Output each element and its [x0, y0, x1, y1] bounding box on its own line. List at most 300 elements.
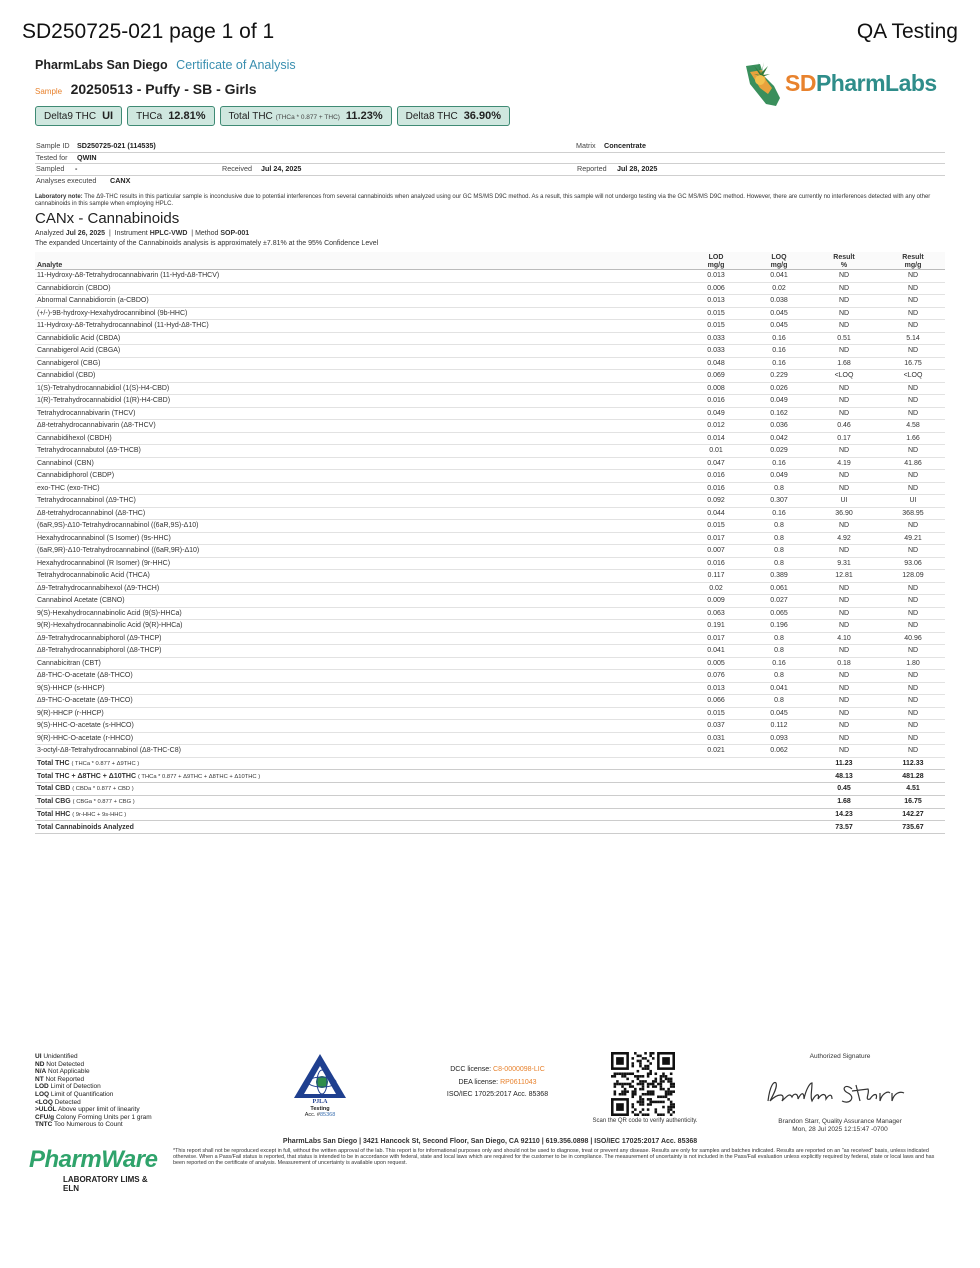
- loq-cell: 0.8: [751, 695, 807, 708]
- table-row: [35, 445, 945, 458]
- table-row: [35, 595, 945, 608]
- coa-label: Certificate of Analysis: [176, 58, 296, 72]
- total-percent-cell: 1.68: [807, 795, 881, 808]
- loq-cell: 0.8: [751, 557, 807, 570]
- analyte-cell: 1(R)-Tetrahydrocannabidiol (1(R)-H4-CBD): [35, 395, 681, 408]
- lod-cell: 0.02: [681, 582, 751, 595]
- analyte-cell: Δ9-THC-O-acetate (Δ9-THCO): [35, 695, 681, 708]
- loq-cell: 0.041: [751, 682, 807, 695]
- table-row: [35, 607, 945, 620]
- result-percent-cell: ND: [807, 382, 881, 395]
- table-row: [35, 532, 945, 545]
- legend-item: ND Not Detected: [35, 1060, 85, 1068]
- sample-info: [35, 141, 945, 186]
- total-row: [35, 757, 945, 770]
- total-label-cell: [35, 795, 681, 808]
- info-row: [35, 164, 945, 176]
- lod-cell: 0.033: [681, 345, 751, 358]
- result-mg-cell: ND: [881, 470, 945, 483]
- lod-cell: 0.021: [681, 745, 751, 758]
- pjla-sub: Testing: [310, 1106, 330, 1112]
- table-header-row: [35, 252, 945, 270]
- result-mg-cell: ND: [881, 695, 945, 708]
- result-percent-cell: 4.10: [807, 632, 881, 645]
- reported-label: Reported: [577, 164, 607, 173]
- result-percent-cell: UI: [807, 495, 881, 508]
- pharmware-subtitle: LABORATORY LIMS & ELN: [63, 1175, 148, 1193]
- sdpharmlabs-logo: [740, 58, 945, 113]
- authorized-signature-label: Authorized Signature: [809, 1053, 871, 1060]
- loq-cell: 0.16: [751, 457, 807, 470]
- table-row: [35, 295, 945, 308]
- lod-cell: 0.069: [681, 370, 751, 383]
- analysis-meta: Analyzed Jul 26, 2025 | Instrument HPLC-VWD | Method SOP-001: [35, 230, 250, 237]
- analyte-cell: Cannabidihexol (CBDH): [35, 432, 681, 445]
- info-row: [35, 153, 945, 165]
- analyte-cell: Hexahydrocannabinol (R Isomer) (9r-HHC): [35, 557, 681, 570]
- pharmware-wordmark: PharmWare: [29, 1146, 158, 1173]
- lod-cell: 0.016: [681, 470, 751, 483]
- result-percent-cell: ND: [807, 445, 881, 458]
- lod-cell: 0.015: [681, 320, 751, 333]
- legend-item: NT Not Reported: [35, 1075, 85, 1083]
- legend-item: >ULOL Above upper limit of linearity: [35, 1106, 140, 1114]
- footer-disclaimer: *This report shall not be reproduced except in full, without the written approval of the lab. This report is for informational purposes only and should not be used to diagnose, treat or prevent any disease. Results are only for samples and batches indicated. Results are reported on an "as received" basis, unless indicated otherwise. When a Pass/Fail status is reported, that status is intended to be in accordance with federal, state and local laws which are required for the customer to be in compliance. The measurement of uncertainty is not included in the Pass/Fail evaluation unless explicitly required by federal, state or local laws and has been reported on the certificate of analysis. Measurement of uncertainty is available upon request.: [173, 1148, 935, 1166]
- table-row: [35, 307, 945, 320]
- result-percent-cell: ND: [807, 482, 881, 495]
- analyte-cell: Δ8-tetrahydrocannabivarin (Δ8-THCV): [35, 420, 681, 433]
- total-mg-cell: 16.75: [881, 795, 945, 808]
- loq-cell: 0.8: [751, 482, 807, 495]
- result-mg-cell: 4.58: [881, 420, 945, 433]
- table-row: [35, 545, 945, 558]
- top-bar: [22, 20, 958, 48]
- loq-cell: 0.093: [751, 732, 807, 745]
- lod-cell: 0.048: [681, 357, 751, 370]
- header-loq: LOQ mg/g: [751, 252, 807, 270]
- analyte-cell: 9(R)-Hexahydrocannabinolic Acid (9(R)-HHCa): [35, 620, 681, 633]
- result-percent-cell: ND: [807, 720, 881, 733]
- lod-cell: 0.005: [681, 657, 751, 670]
- analyte-cell: Δ8-tetrahydrocannabinol (Δ8-THC): [35, 507, 681, 520]
- qa-testing-title: QA Testing: [856, 20, 958, 43]
- lod-cell: 0.006: [681, 282, 751, 295]
- loq-cell: 0.229: [751, 370, 807, 383]
- result-mg-cell: 93.06: [881, 557, 945, 570]
- lab-name: PharmLabs San Diego: [35, 58, 168, 72]
- matrix-label: Matrix: [576, 141, 596, 150]
- verification-qr-code[interactable]: [611, 1052, 675, 1116]
- signer-name: Brandon Starr, Quality Assurance Manager: [778, 1118, 902, 1125]
- note-text: The Δ9-THC results in this particular sample is inconclusive due to potential interferences from several cannabinoids when analyzed using our GC MS/MS D9C method. As a result, this sample will not undergo testing via the GC MS/MS D9C method. However, there are currently no interferences detected with any other cannabinoids in this sample when employing HPLC.: [35, 194, 931, 207]
- total-label-cell: [35, 757, 681, 770]
- uncertainty-note: The expanded Uncertainty of the Cannabinoids analysis is approximately ±7.81% at the 95% Confidence Level: [35, 240, 379, 247]
- table-row: [35, 557, 945, 570]
- total-formula: ( THCa * 0.877 + Δ9THC + Δ8THC + Δ10THC ): [137, 773, 261, 780]
- lod-cell: 0.033: [681, 332, 751, 345]
- total-label: Total HHC: [37, 811, 71, 819]
- loq-cell: 0.8: [751, 520, 807, 533]
- table-row: [35, 645, 945, 658]
- result-percent-cell: ND: [807, 320, 881, 333]
- sampled-label: Sampled: [36, 164, 65, 173]
- table-row: [35, 682, 945, 695]
- lod-cell: 0.014: [681, 432, 751, 445]
- lod-cell: 0.015: [681, 520, 751, 533]
- table-row: [35, 345, 945, 358]
- loq-cell: 0.02: [751, 282, 807, 295]
- lod-cell: 0.013: [681, 682, 751, 695]
- analyte-cell: Δ8-THC-O-acetate (Δ8-THCO): [35, 670, 681, 683]
- total-row: [35, 770, 945, 783]
- sample-label: Sample: [35, 87, 63, 96]
- lod-cell: 0.031: [681, 732, 751, 745]
- result-percent-cell: ND: [807, 732, 881, 745]
- lod-cell: 0.044: [681, 507, 751, 520]
- lod-cell: 0.013: [681, 295, 751, 308]
- total-label: Total Cannabinoids Analyzed: [37, 823, 134, 831]
- result-mg-cell: ND: [881, 482, 945, 495]
- result-mg-cell: ND: [881, 582, 945, 595]
- total-label: Total CBD: [37, 785, 71, 793]
- dcc-label: DCC license:: [450, 1066, 492, 1073]
- analyte-cell: Tetrahydrocannabinolic Acid (THCA): [35, 570, 681, 583]
- logo-wordmark: [785, 70, 937, 97]
- result-percent-cell: ND: [807, 620, 881, 633]
- lod-cell: 0.015: [681, 707, 751, 720]
- analyte-cell: Cannabidiolic Acid (CBDA): [35, 332, 681, 345]
- result-percent-cell: 0.46: [807, 420, 881, 433]
- table-row: [35, 707, 945, 720]
- result-percent-cell: 0.17: [807, 432, 881, 445]
- loq-cell: 0.036: [751, 420, 807, 433]
- footer-address: PharmLabs San Diego | 3421 Hancock St, Second Floor, San Diego, CA 92110 | 619.356.0898 | ISO/IEC 17025:2017 Acc. 85368: [282, 1138, 698, 1145]
- loq-cell: 0.307: [751, 495, 807, 508]
- loq-cell: 0.16: [751, 357, 807, 370]
- pjla-acc: Acc. #85368: [304, 1112, 336, 1118]
- loq-cell: 0.16: [751, 507, 807, 520]
- result-mg-cell: ND: [881, 445, 945, 458]
- result-percent-cell: ND: [807, 470, 881, 483]
- badge-thca: THCa 12.81%: [127, 106, 214, 126]
- result-mg-cell: ND: [881, 545, 945, 558]
- analyte-cell: Tetrahydrocannabinol (Δ9-THC): [35, 495, 681, 508]
- analyses-value: CANX: [110, 175, 131, 185]
- analyte-cell: Abnormal Cannabidiorcin (a-CBDO): [35, 295, 681, 308]
- analyte-cell: Δ8-Tetrahydrocannabiphorol (Δ8-THCP): [35, 645, 681, 658]
- result-percent-cell: ND: [807, 645, 881, 658]
- lod-cell: 0.066: [681, 695, 751, 708]
- reported-value: Jul 28, 2025: [617, 164, 658, 173]
- table-row: [35, 695, 945, 708]
- loq-cell: 0.389: [751, 570, 807, 583]
- analyte-cell: Cannabicitran (CBT): [35, 657, 681, 670]
- result-percent-cell: ND: [807, 520, 881, 533]
- table-row: [35, 282, 945, 295]
- loq-cell: 0.049: [751, 470, 807, 483]
- result-mg-cell: ND: [881, 307, 945, 320]
- header-result-percent: Result %: [807, 252, 881, 270]
- analyte-cell: Cannabidiorcin (CBDO): [35, 282, 681, 295]
- logo-sd: SD: [785, 70, 816, 96]
- lab-header: [35, 58, 296, 72]
- dea-label: DEA license:: [458, 1078, 499, 1086]
- loq-cell: 0.026: [751, 382, 807, 395]
- result-percent-cell: ND: [807, 270, 881, 283]
- lod-cell: 0.01: [681, 445, 751, 458]
- loq-cell: 0.8: [751, 545, 807, 558]
- analyte-cell: Cannabinol Acetate (CBNO): [35, 595, 681, 608]
- legend-item: CFU/g Colony Forming Units per 1 gram: [35, 1113, 152, 1121]
- table-row: [35, 320, 945, 333]
- total-formula: ( CBGa * 0.877 + CBG ): [72, 799, 135, 806]
- table-row: [35, 420, 945, 433]
- result-mg-cell: ND: [881, 645, 945, 658]
- table-row: [35, 507, 945, 520]
- lod-cell: 0.076: [681, 670, 751, 683]
- handwritten-signature: [760, 1075, 920, 1115]
- analyte-cell: exo-THC (exo-THC): [35, 482, 681, 495]
- loq-cell: 0.045: [751, 307, 807, 320]
- total-row: [35, 821, 945, 834]
- analyte-cell: Cannabidiol (CBD): [35, 370, 681, 383]
- loq-cell: 0.049: [751, 395, 807, 408]
- loq-cell: 0.062: [751, 745, 807, 758]
- table-row: [35, 520, 945, 533]
- pjla-accreditation: [290, 1052, 350, 1118]
- loq-cell: 0.196: [751, 620, 807, 633]
- analyte-cell: 1(S)-Tetrahydrocannabidiol (1(S)-H4-CBD): [35, 382, 681, 395]
- total-mg-cell: 4.51: [881, 783, 945, 796]
- total-formula: ( THCa * 0.877 + Δ9THC ): [71, 760, 140, 767]
- loq-cell: 0.042: [751, 432, 807, 445]
- result-mg-cell: 368.95: [881, 507, 945, 520]
- result-mg-cell: ND: [881, 620, 945, 633]
- lod-cell: 0.009: [681, 595, 751, 608]
- analyte-cell: Hexahydrocannabinol (S Isomer) (9s-HHC): [35, 532, 681, 545]
- total-mg-cell: 112.33: [881, 757, 945, 770]
- note-label: Laboratory note:: [35, 194, 83, 200]
- loq-cell: 0.8: [751, 632, 807, 645]
- total-percent-cell: 48.13: [807, 770, 881, 783]
- result-percent-cell: 36.90: [807, 507, 881, 520]
- total-label-cell: [35, 821, 681, 834]
- received-label: Received: [222, 164, 252, 173]
- sample-line: [35, 81, 257, 99]
- sample-id-label: Sample ID: [36, 141, 70, 150]
- result-percent-cell: 1.68: [807, 357, 881, 370]
- lod-cell: 0.007: [681, 545, 751, 558]
- matrix-value: Concentrate: [604, 141, 646, 150]
- table-row: [35, 382, 945, 395]
- loq-cell: 0.038: [751, 295, 807, 308]
- result-percent-cell: ND: [807, 682, 881, 695]
- analyte-cell: Δ9-Tetrahydrocannabihexol (Δ9-THCH): [35, 582, 681, 595]
- tested-for-value: QWIN: [77, 152, 97, 162]
- legend-item: UI Unidentified: [35, 1053, 78, 1060]
- result-percent-cell: 12.81: [807, 570, 881, 583]
- lod-cell: 0.191: [681, 620, 751, 633]
- loq-cell: 0.045: [751, 707, 807, 720]
- loq-cell: 0.8: [751, 532, 807, 545]
- potency-badges: [35, 106, 510, 126]
- analyte-cell: Cannabinol (CBN): [35, 457, 681, 470]
- result-percent-cell: ND: [807, 607, 881, 620]
- result-mg-cell: UI: [881, 495, 945, 508]
- table-row: [35, 570, 945, 583]
- dea-license: RP0611043: [500, 1078, 537, 1086]
- loq-cell: 0.045: [751, 320, 807, 333]
- analyte-cell: 11-Hydroxy-Δ8-Tetrahydrocannabinol (11-Hyd-Δ8-THC): [35, 320, 681, 333]
- result-percent-cell: ND: [807, 545, 881, 558]
- analyte-cell: Tetrahydrocannabivarin (THCV): [35, 407, 681, 420]
- analyte-cell: Cannabidiphorol (CBDP): [35, 470, 681, 483]
- analyte-cell: (+/-)-9B-hydroxy-Hexahydrocannibinol (9b-HHC): [35, 307, 681, 320]
- analyte-cell: Cannabigerol (CBG): [35, 357, 681, 370]
- result-mg-cell: ND: [881, 407, 945, 420]
- result-mg-cell: 128.09: [881, 570, 945, 583]
- result-mg-cell: ND: [881, 382, 945, 395]
- lod-cell: 0.016: [681, 557, 751, 570]
- total-label-cell: [35, 770, 681, 783]
- table-row: [35, 620, 945, 633]
- total-formula: ( 9r-HHC + 9s-HHC ): [72, 812, 127, 819]
- total-row: [35, 808, 945, 821]
- table-row: [35, 457, 945, 470]
- laboratory-note: [35, 194, 945, 208]
- licenses: [420, 1064, 575, 1102]
- header-analyte: Analyte: [35, 252, 681, 270]
- badge-delta8-thc: Delta8 THC 36.90%: [397, 106, 510, 126]
- lod-cell: 0.016: [681, 395, 751, 408]
- result-mg-cell: ND: [881, 270, 945, 283]
- loq-cell: 0.8: [751, 645, 807, 658]
- table-row: [35, 745, 945, 758]
- result-mg-cell: ND: [881, 295, 945, 308]
- table-row: [35, 370, 945, 383]
- loq-cell: 0.112: [751, 720, 807, 733]
- table-row: [35, 395, 945, 408]
- table-row: [35, 582, 945, 595]
- lod-cell: 0.015: [681, 307, 751, 320]
- result-mg-cell: ND: [881, 607, 945, 620]
- lod-cell: 0.013: [681, 270, 751, 283]
- result-percent-cell: ND: [807, 307, 881, 320]
- info-row: [35, 141, 945, 153]
- header-lod: LOD mg/g: [681, 252, 751, 270]
- total-label: Total THC: [37, 759, 70, 767]
- section-title: CANx - Cannabinoids: [35, 210, 180, 227]
- california-cannabis-leaf-logo-icon: [740, 58, 788, 113]
- result-mg-cell: 49.21: [881, 532, 945, 545]
- header-result-mg: Result mg/g: [881, 252, 945, 270]
- total-percent-cell: 0.45: [807, 783, 881, 796]
- lod-cell: 0.092: [681, 495, 751, 508]
- table-row: [35, 470, 945, 483]
- result-percent-cell: ND: [807, 670, 881, 683]
- table-row: [35, 495, 945, 508]
- result-mg-cell: 1.66: [881, 432, 945, 445]
- result-percent-cell: 4.19: [807, 457, 881, 470]
- result-percent-cell: <LOQ: [807, 370, 881, 383]
- pjla-name: PJLA: [312, 1099, 328, 1104]
- pharmware-logo: [27, 1146, 158, 1193]
- total-mg-cell: 142.27: [881, 808, 945, 821]
- analyte-cell: 9(S)-Hexahydrocannabinolic Acid (9(S)-HHCa): [35, 607, 681, 620]
- result-mg-cell: ND: [881, 745, 945, 758]
- qr-caption: Scan the QR code to verify authenticity.: [592, 1118, 698, 1124]
- table-row: [35, 332, 945, 345]
- sample-id-value: SD250725-021 (114535): [77, 141, 156, 150]
- total-percent-cell: 11.23: [807, 757, 881, 770]
- table-row: [35, 657, 945, 670]
- analyte-cell: 9(S)-HHC-O-acetate (s-HHCO): [35, 720, 681, 733]
- analyte-cell: 9(R)-HHCP (r-HHCP): [35, 707, 681, 720]
- received-value: Jul 24, 2025: [261, 164, 302, 173]
- result-percent-cell: 0.18: [807, 657, 881, 670]
- table-row: [35, 407, 945, 420]
- total-row: [35, 795, 945, 808]
- lod-cell: 0.049: [681, 407, 751, 420]
- result-mg-cell: ND: [881, 320, 945, 333]
- legend-item: <LOQ Detected: [35, 1098, 81, 1106]
- signature-date: Mon, 28 Jul 2025 12:15:47 -0700: [792, 1125, 888, 1133]
- result-mg-cell: 1.80: [881, 657, 945, 670]
- total-mg-cell: 481.28: [881, 770, 945, 783]
- table-row: [35, 432, 945, 445]
- total-label: Total CBG: [37, 798, 71, 806]
- table-row: [35, 720, 945, 733]
- analyses-label: Analyses executed: [36, 175, 97, 185]
- lod-cell: 0.063: [681, 607, 751, 620]
- analyte-cell: (6aR,9S)-Δ10-Tetrahydrocannabinol ((6aR,9S)-Δ10): [35, 520, 681, 533]
- result-mg-cell: ND: [881, 345, 945, 358]
- result-mg-cell: <LOQ: [881, 370, 945, 383]
- lod-cell: 0.041: [681, 645, 751, 658]
- loq-cell: 0.16: [751, 332, 807, 345]
- table-row: [35, 482, 945, 495]
- loq-cell: 0.162: [751, 407, 807, 420]
- loq-cell: 0.061: [751, 582, 807, 595]
- result-percent-cell: ND: [807, 407, 881, 420]
- lod-cell: 0.047: [681, 457, 751, 470]
- lod-cell: 0.017: [681, 632, 751, 645]
- result-percent-cell: ND: [807, 395, 881, 408]
- result-mg-cell: ND: [881, 682, 945, 695]
- loq-cell: 0.029: [751, 445, 807, 458]
- table-row: [35, 632, 945, 645]
- legend-item: N/A Not Applicable: [35, 1068, 90, 1076]
- total-label-cell: [35, 808, 681, 821]
- analyte-cell: 11-Hydroxy-Δ8-Tetrahydrocannabivarin (11-Hyd-Δ8-THCV): [35, 270, 681, 283]
- info-row: [35, 176, 945, 187]
- loq-cell: 0.16: [751, 657, 807, 670]
- legend-item: TNTC Too Numerous to Count: [35, 1121, 123, 1129]
- analyte-cell: Δ9-Tetrahydrocannabiphorol (Δ9-THCP): [35, 632, 681, 645]
- result-percent-cell: ND: [807, 695, 881, 708]
- lod-cell: 0.008: [681, 382, 751, 395]
- result-percent-cell: ND: [807, 582, 881, 595]
- result-mg-cell: ND: [881, 595, 945, 608]
- pjla-logo-icon: [290, 1052, 350, 1104]
- loq-cell: 0.065: [751, 607, 807, 620]
- sampled-value: -: [75, 164, 78, 173]
- analyte-cell: 9(R)-HHC-O-acetate (r-HHCO): [35, 732, 681, 745]
- result-percent-cell: 0.51: [807, 332, 881, 345]
- table-row: [35, 670, 945, 683]
- tested-for-label: Tested for: [36, 152, 68, 162]
- result-percent-cell: ND: [807, 345, 881, 358]
